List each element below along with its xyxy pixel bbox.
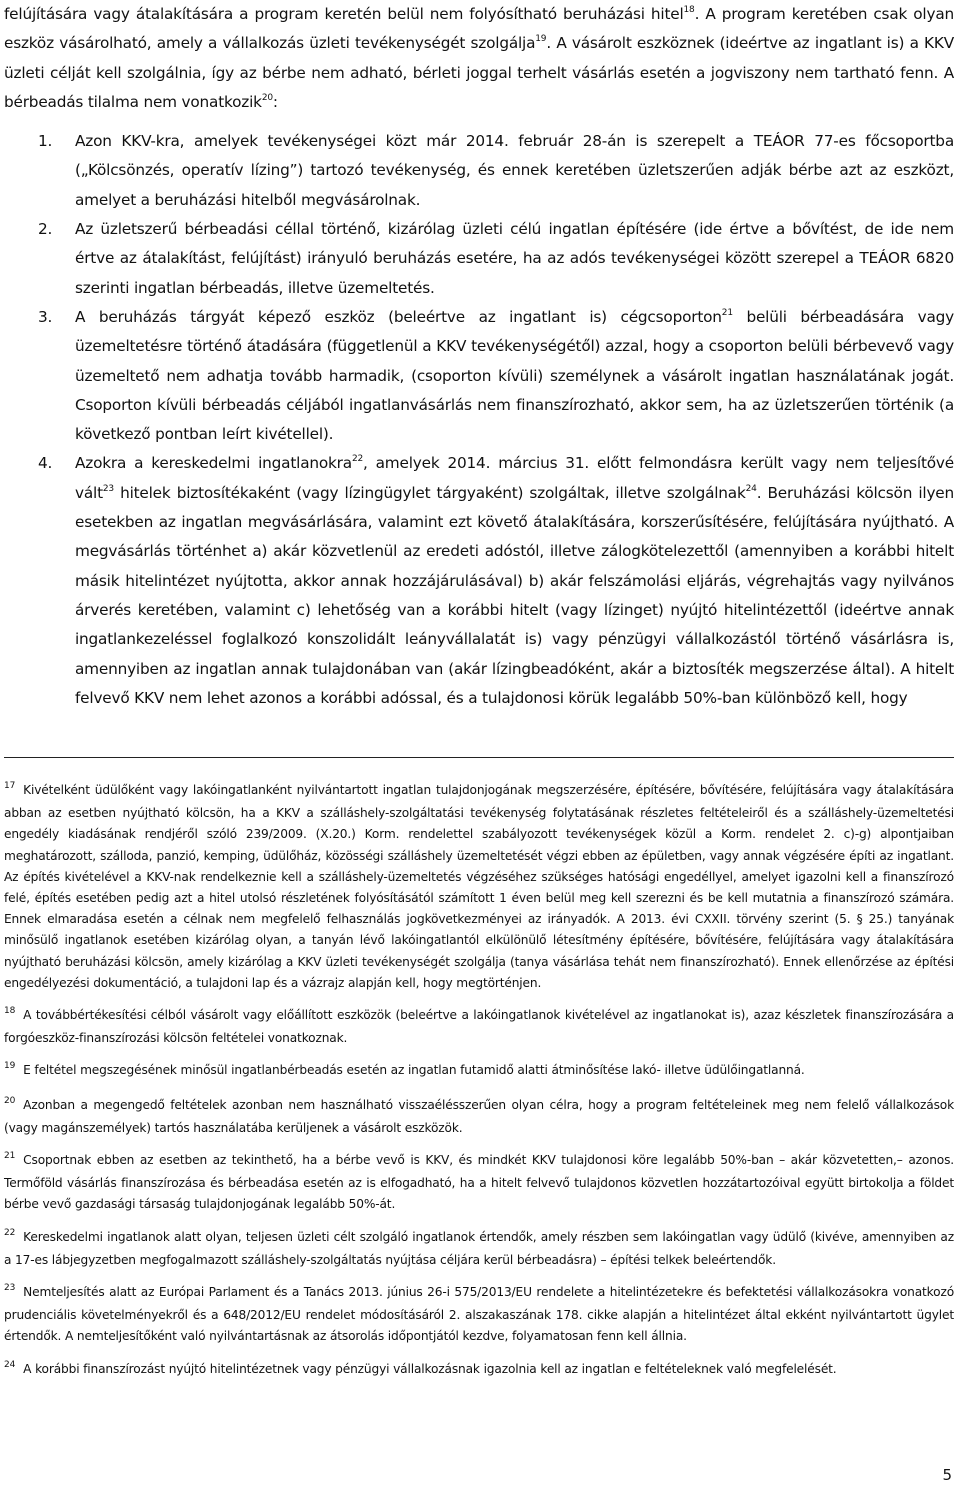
intro-text-3: . A vásárolt eszköznek (ideértve az ingatlant is) a KKV üzleti célját kell szolgálnia, így az bérbe nem adható, bérleti joggal terhelt vásárlás esetén a jogviszony nem tartható fenn. A bérbeadás tilalma nem vonatkozik	[4, 34, 954, 111]
list-item	[4, 303, 954, 449]
footnote-separator	[4, 757, 954, 758]
list-item-text: Azokra a kereskedelmi ingatlanokra	[75, 454, 352, 473]
footnote	[4, 1150, 954, 1216]
footnote-text: A korábbi finanszírozást nyújtó hitelintézetnek vagy pénzügyi vállalkozásnak igazolnia kell az ingatlan e feltételeknek való megfelelését.	[23, 1361, 837, 1376]
footnote-number: 22	[4, 1227, 16, 1238]
intro-paragraph	[4, 0, 954, 117]
list-item-text: Azon KKV-kra, amelyek tevékenységei közt már 2014. február 28-án is szerepelt a TEÁOR 77-es főcsoportba („Kölcsönzés, operatív lízing”) tartozó tevékenység, és ennek keretében üzletszerűen adják bérbe azt az eszközt, amelyet a beruházási hitelből megvásárolnak.	[75, 132, 954, 209]
footnote-ref-18[interactable]: 18	[683, 4, 695, 15]
footnote	[4, 780, 954, 994]
intro-text-4: :	[272, 92, 278, 111]
list-item-number: 2.	[38, 220, 53, 239]
list-item-text: , amelyek 2014. március 31. előtt felmondásra került vagy nem teljesítővé vált	[75, 454, 954, 502]
exception-list	[4, 127, 954, 713]
footnote-text: Kereskedelmi ingatlanok alatt olyan, teljesen üzleti célt szolgáló ingatlanok értendők, amely részben sem lakóingatlan vagy üdülő (kivéve, amennyiben az a 17-es lábjegyzetben megfogalmazott szálláshely-szolgáltatás nyújtása céljára kerül bérbeadásra) – építési telkek beleértendők.	[4, 1229, 954, 1267]
footnote-ref-19[interactable]: 19	[535, 34, 547, 45]
list-item-text: A beruházás tárgyát képező eszköz (beleértve az ingatlant is) cégcsoporton	[75, 307, 722, 326]
footnote-number: 23	[4, 1283, 16, 1294]
footnote	[4, 1060, 954, 1083]
footnote-number: 20	[4, 1095, 16, 1106]
intro-text-2: . A program keretében csak olyan eszköz vásárolható, amely a vállalkozás üzleti tevékenységét szolgálja	[4, 5, 954, 53]
footnote-number: 21	[4, 1151, 16, 1162]
footnote-text: Azonban a megengedő feltételek azonban nem használható visszaélésszerűen olyan célra, hogy a program feltételeinek meg nem felelő vállalkozások (vagy magánszemélyek) tartós használatába kerüljenek a vásárolt eszközök.	[4, 1097, 954, 1135]
footnote	[4, 1282, 954, 1348]
footnote	[4, 1005, 954, 1049]
list-item	[4, 449, 954, 713]
list-item-text: . Beruházási kölcsön ilyen esetekben az ingatlan megvásárlására, valamint ezt követő átalakítására, korszerűsítésére, felújítására nyújtható. A megvásárlás történhet a) akár közvetlenül az eredeti adóstól, illetve zálogkötelezettől (amennyiben a korábbi hitelt másik hitelintézet nyújtotta, akkor annak hozzájárulásával) b) akár felszámolási eljárás, végrehajtás vagy nyilvános árverés keretében, valamint c) lehetőség van a korábbi hitelt (vagy lízinget) nyújtó hitelintézettől (ideértve annak ingatlankezeléssel foglalkozó konszolidált leányvállalatát is) vagy pénzügyi vállalkozástól történő vásárlásra is, amennyiben az ingatlan annak tulajdonában van (akár lízingbeadóként, akár a biztosíték megszerzése által). A hitelt felvevő KKV nem lehet azonos a korábbi adóssal, és a tulajdonosi körük legalább 50%-ban különböző kell, hogy	[75, 483, 954, 707]
footnote-ref-22[interactable]: 22	[351, 454, 364, 465]
list-item-text: hitelek biztosítékaként (vagy lízingügylet tárgyaként) szolgáltak, illetve szolgálnak	[113, 483, 746, 502]
page-number: 5	[942, 1466, 952, 1484]
main-text	[4, 0, 954, 713]
footnote-ref-23[interactable]: 23	[102, 483, 114, 494]
intro-text-1: felújítására vagy átalakítására a program keretén belül nem folyósítható beruházási hitel	[4, 5, 684, 23]
footnote	[4, 1095, 954, 1139]
footnote-number: 18	[4, 1006, 16, 1017]
list-item-text: belüli bérbeadására vagy üzemeltetésre történő átadására (függetlenül a KKV tevékenységétől) azzal, hogy a csoporton belüli bérbevevő vagy üzemeltető nem adhatja tovább harmadik, (csoporton kívüli) személynek a vásárolt ingatlan használatának jogát. Csoporton kívüli bérbeadás céljából ingatlanvásárlás nem finanszírozható, akkor sem, ha az üzletszerűen történik (a következő pontban leírt kivétellel).	[75, 307, 955, 444]
footnote	[4, 1359, 954, 1382]
list-item-number: 4.	[38, 454, 53, 473]
footnote-text: Csoportnak ebben az esetben az tekinthető, ha a bérbe vevő is KKV, és mindkét KKV tulajdonosi köre legalább 50%-ban – akár közvetetten,– azonos. Termőföld vásárlás finanszírozása és bérbeadása esetén az is elfogadható, ha a hitelt felvevő tulajdonos közvetlen hozzátartozóival együtt birtokolja a földet bérbe vevő gazdasági társaság tulajdonjogának legalább 50%-át.	[4, 1153, 954, 1212]
footnote-text: Kivételként üdülőként vagy lakóingatlanként nyilvántartott ingatlan tulajdonjogának megszerzésére, építésére, bővítésére, felújítására vagy átalakítására abban az esetben nyújtható kölcsön, ha a KKV a szálláshely-szolgáltatási tevékenység folytatásának részletes feltételeiről és a szálláshely-üzemeltetési engedély kiadásának rendjéről szóló 239/2009. (X.20.) Korm. rendelettel szabályozott tevékenységek közül a Korm. rendelet 2. c)-g) alpontjaiban meghatározott, szálloda, panzió, kemping, üdülőház, közösségi szálláshely üzemeltetését végzi ebben az épületben, vagy annak végzésére építi az ingatlant. Az építés kivételével a KKV-nak rendelkeznie kell a szálláshely-üzemeltetés végzéséhez szükséges hatósági engedéllyel, amelyet igazolni kell a finanszírozó felé, építés esetében pedig azt a hitel utolsó részletének folyósításától számított 1 éven belül meg kell szerezni és be kell mutatnia a finanszírozó számára. Ennek elmaradása esetén a célnak nem megfelelő felhasználás jogkövetkezményei az irányadók. A 2013. évi CXXII. törvény szerint (5. § 25.) tanyának minősülő ingatlanok esetében kizárólag olyan, a tanyán lévő lakóingatlantól elkülönülő létesítmény építésére, bővítésére, felújítására vagy átalakítására nyújtható beruházási kölcsön, amely kizárólag a KKV üzleti tevékenységét szolgálja (tanya vásárlása tehát nem finanszírozható). Ennek ellenőrzése az építési engedélyezési dokumentáció, a tulajdoni lap és a vázrajz alapján kell, hogy megtörténjen.	[4, 783, 954, 990]
list-item-number: 1.	[38, 132, 53, 151]
list-item	[4, 127, 954, 215]
footnote-number: 24	[4, 1359, 16, 1370]
footnote-text: E feltétel megszegésének minősül ingatlanbérbeadás esetén az ingatlan futamidő alatti átminősítése lakó- illetve üdülőingatlanná.	[23, 1063, 805, 1078]
footnote-number: 17	[4, 781, 16, 791]
list-item	[4, 215, 954, 303]
footnote-number: 19	[4, 1061, 16, 1072]
list-item-text: Az üzletszerű bérbeadási céllal történő, kizárólag üzleti célú ingatlan építésére (ide értve a bővítést, de ide nem értve az átalakítást, felújítást) irányuló beruházás esetére, ha az adós tevékenységei között szerepel a TEÁOR 6820 szerinti ingatlan bérbeadás, illetve üzemeltetés.	[75, 220, 954, 297]
footnote-ref-21[interactable]: 21	[721, 307, 733, 318]
footnote	[4, 1227, 954, 1271]
footnotes	[4, 780, 954, 1393]
footnote-text: A továbbértékesítési célból vásárolt vagy előállított eszközök (beleértve a lakóingatlanok kivételével az ingatlanokat is), azaz készletek finanszírozására a forgóeszköz-finanszírozási kölcsön feltételei vonatkoznak.	[4, 1008, 954, 1046]
footnote-text: Nemteljesítés alatt az Európai Parlament és a Tanács 2013. június 26-i 575/2013/EU rendelete a hitelintézetekre és befektetési vállalkozásokra vonatkozó prudenciális követelményekről és a 648/2012/EU rendelet módosításáról 2. alszakaszának 178. cikke alapján a hitelintézet által ekként nyilvántartott ügylet értendők. A nemteljesítőként való nyilvántartásnak az átsorolás időpontjától kezdve, folyamatosan fenn kell állnia.	[4, 1285, 954, 1344]
footnote-ref-24[interactable]: 24	[745, 483, 757, 494]
list-item-number: 3.	[38, 307, 53, 326]
footnote-ref-20[interactable]: 20	[261, 92, 273, 103]
